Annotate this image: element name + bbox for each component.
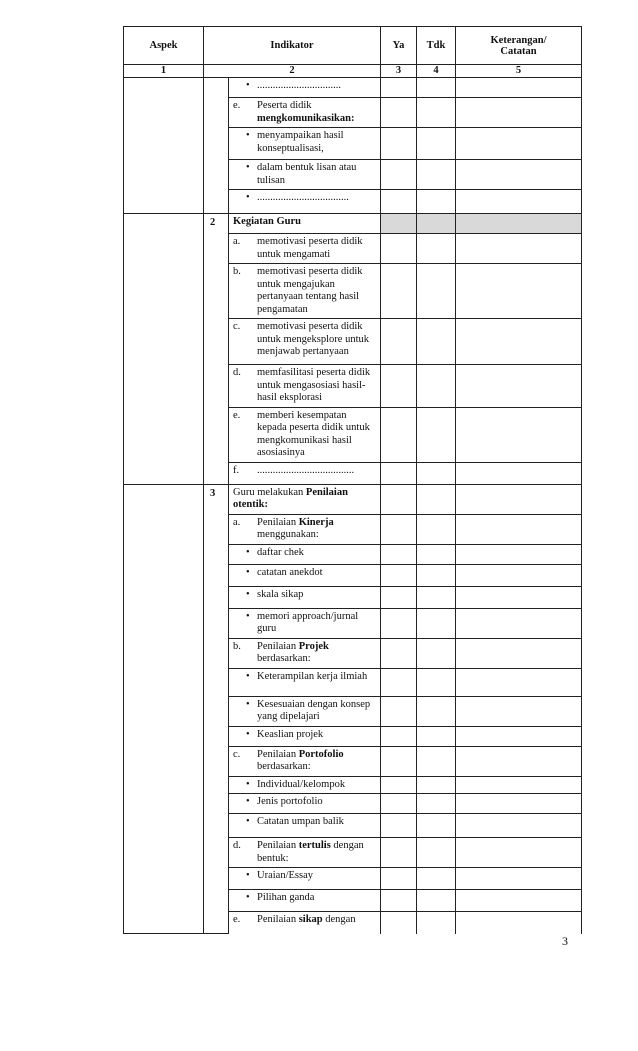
column-number-row	[124, 65, 582, 78]
ya-cell[interactable]	[381, 319, 417, 365]
indicator-cell	[229, 890, 381, 912]
keterangan-cell[interactable]	[456, 514, 582, 544]
section-number: 3	[204, 484, 229, 934]
indicator-text: Uraian/Essay	[257, 870, 313, 881]
table-row	[124, 78, 582, 98]
item-letter: e.	[233, 100, 241, 111]
ya-cell[interactable]	[381, 608, 417, 638]
indicator-cell	[229, 696, 381, 726]
keterangan-cell	[456, 214, 582, 234]
header-ya: Ya	[381, 27, 417, 65]
indicator-text: catatan anekdot	[257, 566, 323, 578]
tdk-cell[interactable]	[417, 234, 456, 264]
indicator-text: Penilaian	[257, 640, 299, 652]
indicator-text: Penilaian	[257, 914, 299, 925]
indicator-text: berdasarkan:	[257, 653, 311, 664]
bullet-mark: •	[246, 796, 250, 807]
ya-cell[interactable]	[381, 190, 417, 214]
ya-cell[interactable]	[381, 98, 417, 128]
indicator-cell	[229, 544, 381, 564]
ya-cell[interactable]	[381, 78, 417, 98]
bullet-mark: •	[246, 670, 250, 682]
header-keterangan	[456, 27, 582, 65]
bullet-mark: •	[246, 162, 250, 173]
indicator-text: .....................................	[257, 464, 355, 476]
indicator-cell	[229, 514, 381, 544]
ya-cell[interactable]	[381, 890, 417, 912]
keterangan-cell[interactable]	[456, 484, 582, 514]
tdk-cell	[417, 214, 456, 234]
keterangan-cell[interactable]	[456, 696, 582, 726]
indicator-cell	[229, 78, 381, 98]
indicator-text: dalam bentuk lisan atau tulisan	[257, 162, 357, 186]
tdk-cell[interactable]	[417, 814, 456, 838]
section-row	[124, 484, 582, 514]
ya-cell[interactable]	[381, 128, 417, 160]
indicator-cell	[229, 668, 381, 696]
tdk-cell[interactable]	[417, 912, 456, 934]
column-number: 1	[124, 65, 204, 78]
tdk-cell[interactable]	[417, 407, 456, 462]
item-letter: c.	[233, 321, 241, 332]
tdk-cell[interactable]	[417, 890, 456, 912]
bullet-mark: •	[246, 728, 250, 740]
keterangan-cell[interactable]	[456, 608, 582, 638]
bullet-mark: •	[246, 816, 250, 827]
indicator-cell	[229, 564, 381, 586]
indicator-text: memfasilitasi peserta didik untuk mengasosiasi hasil-hasil eksplorasi	[257, 367, 371, 403]
bullet-mark: •	[246, 546, 250, 558]
indicator-text: memotivasi peserta didik untuk mengamati	[257, 236, 363, 260]
tdk-cell[interactable]	[417, 365, 456, 408]
indicator-text: Penilaian	[257, 840, 299, 851]
keterangan-cell[interactable]	[456, 160, 582, 190]
tdk-cell[interactable]	[417, 564, 456, 586]
keterangan-cell[interactable]	[456, 668, 582, 696]
tdk-cell[interactable]	[417, 608, 456, 638]
ya-cell[interactable]	[381, 746, 417, 776]
tdk-cell[interactable]	[417, 319, 456, 365]
ya-cell[interactable]	[381, 160, 417, 190]
indicator-text-bold: Kinerja	[298, 516, 334, 528]
ya-cell[interactable]	[381, 794, 417, 814]
tdk-cell[interactable]	[417, 638, 456, 668]
header-tdk: Tdk	[417, 27, 456, 65]
keterangan-cell[interactable]	[456, 776, 582, 794]
indicator-cell	[229, 746, 381, 776]
ya-cell[interactable]	[381, 696, 417, 726]
indicator-text: berdasarkan:	[257, 761, 311, 772]
indicator-cell	[229, 638, 381, 668]
header-indikator: Indikator	[204, 27, 381, 65]
keterangan-cell[interactable]	[456, 564, 582, 586]
indicator-text: Jenis portofolio	[257, 796, 323, 807]
tdk-cell[interactable]	[417, 868, 456, 890]
indicator-text: Penilaian	[257, 748, 299, 760]
indicator-cell	[229, 190, 381, 214]
tdk-cell[interactable]	[417, 794, 456, 814]
indicator-cell	[229, 407, 381, 462]
keterangan-cell[interactable]	[456, 544, 582, 564]
indicator-text: menggunakan:	[257, 529, 319, 540]
indicator-cell	[229, 319, 381, 365]
tdk-cell[interactable]	[417, 726, 456, 746]
indicator-text: Catatan umpan balik	[257, 816, 344, 827]
indicator-text-bold: Portofolio	[298, 748, 344, 760]
bullet-mark: •	[246, 566, 250, 578]
keterangan-cell[interactable]	[456, 586, 582, 608]
tdk-cell[interactable]	[417, 128, 456, 160]
indicator-text: Kesesuaian dengan konsep yang dipelajari	[257, 698, 371, 722]
item-letter: f.	[233, 464, 240, 476]
indicator-text-bold: Projek	[298, 640, 329, 652]
indicator-cell	[229, 776, 381, 794]
ya-cell[interactable]	[381, 484, 417, 514]
keterangan-cell[interactable]	[456, 638, 582, 668]
header-aspek: Aspek	[124, 27, 204, 65]
number-cell	[204, 78, 229, 214]
header-keterangan-line1: Keterangan/	[490, 34, 547, 46]
bullet-mark: •	[246, 698, 250, 710]
ya-cell[interactable]	[381, 365, 417, 408]
column-number: 4	[417, 65, 456, 78]
aspek-cell	[124, 78, 204, 214]
indicator-cell	[229, 814, 381, 838]
keterangan-cell[interactable]	[456, 838, 582, 868]
indicator-cell	[229, 838, 381, 868]
bullet-mark: •	[246, 610, 250, 622]
indicator-text: memori approach/jurnal guru	[257, 610, 359, 634]
section-title-bold: Penilaian otentik:	[233, 486, 348, 510]
indicator-text: dengan	[322, 914, 356, 925]
keterangan-cell[interactable]	[456, 868, 582, 890]
item-letter: e.	[233, 914, 241, 925]
tdk-cell[interactable]	[417, 190, 456, 214]
indicator-cell	[229, 128, 381, 160]
ya-cell[interactable]	[381, 544, 417, 564]
keterangan-cell[interactable]	[456, 814, 582, 838]
keterangan-cell[interactable]	[456, 794, 582, 814]
ya-cell[interactable]	[381, 234, 417, 264]
header-row	[124, 27, 582, 65]
indicator-cell	[229, 234, 381, 264]
aspek-cell	[124, 214, 204, 485]
section-row	[124, 214, 582, 234]
ya-cell[interactable]	[381, 776, 417, 794]
ya-cell[interactable]	[381, 462, 417, 484]
indicator-text: Pilihan ganda	[257, 892, 315, 903]
ya-cell[interactable]	[381, 912, 417, 934]
keterangan-cell[interactable]	[456, 746, 582, 776]
bullet-mark: •	[246, 192, 250, 203]
ya-cell[interactable]	[381, 564, 417, 586]
observation-table	[123, 26, 582, 934]
page-number: 3	[562, 934, 568, 948]
tdk-cell[interactable]	[417, 98, 456, 128]
indicator-text-bold: sikap	[298, 914, 323, 925]
indicator-cell	[229, 912, 381, 934]
section-title: Guru melakukan	[233, 486, 306, 498]
keterangan-cell[interactable]	[456, 128, 582, 160]
item-letter: b.	[233, 640, 241, 652]
keterangan-cell[interactable]	[456, 726, 582, 746]
ya-cell[interactable]	[381, 726, 417, 746]
indicator-cell	[229, 160, 381, 190]
indicator-cell	[229, 794, 381, 814]
bullet-mark: •	[246, 892, 250, 903]
tdk-cell[interactable]	[417, 264, 456, 319]
indicator-text: daftar chek	[257, 546, 304, 558]
indicator-cell	[229, 98, 381, 128]
keterangan-cell[interactable]	[456, 407, 582, 462]
ya-cell[interactable]	[381, 638, 417, 668]
section-number: 2	[204, 214, 229, 485]
indicator-cell	[229, 264, 381, 319]
indicator-text: ................................	[257, 80, 341, 91]
column-number: 3	[381, 65, 417, 78]
ya-cell[interactable]	[381, 407, 417, 462]
tdk-cell[interactable]	[417, 544, 456, 564]
bullet-mark: •	[246, 80, 250, 91]
indicator-text: dengan bentuk:	[257, 840, 364, 864]
item-letter: b.	[233, 266, 241, 277]
header-keterangan-line2: Catatan	[500, 45, 537, 57]
tdk-cell[interactable]	[417, 838, 456, 868]
ya-cell[interactable]	[381, 814, 417, 838]
indicator-text: memberi kesempatan kepada peserta didik untuk mengkomunikasi hasil asosiasinya	[257, 409, 370, 458]
item-letter: d.	[233, 840, 241, 851]
indicator-cell	[229, 726, 381, 746]
indicator-text: ...................................	[257, 192, 349, 203]
bullet-mark: •	[246, 778, 250, 790]
indicator-text: Penilaian	[257, 516, 299, 528]
ya-cell	[381, 214, 417, 234]
keterangan-cell[interactable]	[456, 462, 582, 484]
ya-cell[interactable]	[381, 838, 417, 868]
indicator-text: skala sikap	[257, 588, 304, 600]
item-letter: a.	[233, 236, 241, 247]
tdk-cell[interactable]	[417, 586, 456, 608]
keterangan-cell[interactable]	[456, 234, 582, 264]
tdk-cell[interactable]	[417, 746, 456, 776]
indicator-cell	[229, 586, 381, 608]
ya-cell[interactable]	[381, 264, 417, 319]
keterangan-cell[interactable]	[456, 890, 582, 912]
section-title-cell	[229, 214, 381, 234]
keterangan-cell[interactable]	[456, 912, 582, 934]
keterangan-cell[interactable]	[456, 78, 582, 98]
ya-cell[interactable]	[381, 668, 417, 696]
tdk-cell[interactable]	[417, 696, 456, 726]
column-number: 5	[456, 65, 582, 78]
tdk-cell[interactable]	[417, 668, 456, 696]
item-letter: a.	[233, 516, 241, 528]
indicator-text: memotivasi peserta didik untuk mengeksplore untuk menjawab pertanyaan	[257, 321, 369, 357]
indicator-text: Keterampilan kerja ilmiah	[257, 670, 368, 682]
keterangan-cell[interactable]	[456, 264, 582, 319]
keterangan-cell[interactable]	[456, 365, 582, 408]
tdk-cell[interactable]	[417, 484, 456, 514]
item-letter: c.	[233, 748, 241, 760]
ya-cell[interactable]	[381, 868, 417, 890]
indicator-text: menyampaikan hasil konseptualisasi,	[257, 130, 344, 154]
tdk-cell[interactable]	[417, 776, 456, 794]
tdk-cell[interactable]	[417, 514, 456, 544]
indicator-cell	[229, 462, 381, 484]
indicator-cell	[229, 608, 381, 638]
indicator-text: memotivasi peserta didik untuk mengajukan pertanyaan tentang hasil pengamatan	[257, 266, 363, 315]
aspek-cell	[124, 484, 204, 934]
column-number: 2	[204, 65, 381, 78]
indicator-cell	[229, 365, 381, 408]
keterangan-cell[interactable]	[456, 190, 582, 214]
indicator-text: Individual/kelompok	[257, 778, 346, 790]
item-letter: d.	[233, 367, 241, 378]
keterangan-cell[interactable]	[456, 98, 582, 128]
indicator-text: Keaslian projek	[257, 728, 324, 740]
section-title-cell	[229, 484, 381, 514]
tdk-cell[interactable]	[417, 78, 456, 98]
keterangan-cell[interactable]	[456, 319, 582, 365]
ya-cell[interactable]	[381, 586, 417, 608]
bullet-mark: •	[246, 130, 250, 141]
item-letter: e.	[233, 409, 241, 421]
tdk-cell[interactable]	[417, 462, 456, 484]
bullet-mark: •	[246, 588, 250, 600]
indicator-text: Peserta didik	[257, 100, 312, 111]
indicator-cell	[229, 868, 381, 890]
section-title: Kegiatan Guru	[233, 216, 301, 227]
indicator-text-bold: tertulis	[298, 840, 331, 851]
indicator-text-bold: mengkomunikasikan:	[257, 112, 355, 124]
tdk-cell[interactable]	[417, 160, 456, 190]
bullet-mark: •	[246, 870, 250, 881]
ya-cell[interactable]	[381, 514, 417, 544]
